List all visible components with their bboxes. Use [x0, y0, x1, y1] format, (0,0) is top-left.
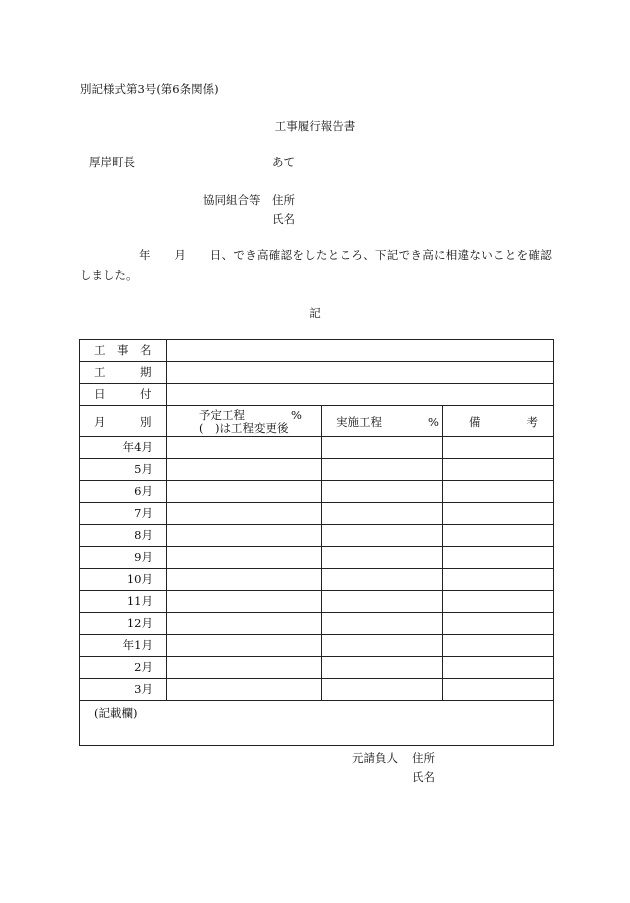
- contractor-name-label: 氏名: [412, 770, 435, 784]
- remarks-cell[interactable]: [443, 437, 554, 459]
- table-row-notes: [80, 701, 554, 746]
- remarks-cell[interactable]: [443, 459, 554, 481]
- notes-field[interactable]: [80, 701, 554, 746]
- date-value[interactable]: [167, 384, 554, 406]
- table-row: [80, 613, 554, 635]
- actual-cell[interactable]: [322, 437, 443, 459]
- planned-cell[interactable]: [167, 613, 322, 635]
- addressee-suffix: あて: [272, 155, 295, 169]
- sender-org: 協同組合等: [203, 193, 261, 207]
- table-header-row: [80, 406, 554, 437]
- table-row: [80, 547, 554, 569]
- remarks-cell[interactable]: [443, 547, 554, 569]
- remarks-cell[interactable]: [443, 591, 554, 613]
- report-table: [79, 339, 554, 746]
- period-label: 工 期: [80, 362, 167, 384]
- contractor-role: 元請負人: [352, 751, 398, 765]
- actual-cell[interactable]: [322, 657, 443, 679]
- remarks-cell[interactable]: [443, 569, 554, 591]
- month-cell: 6月: [80, 481, 167, 503]
- actual-cell[interactable]: [322, 481, 443, 503]
- remarks-cell[interactable]: [443, 635, 554, 657]
- table-row: [80, 591, 554, 613]
- addressee-name: 厚岸町長: [89, 155, 135, 169]
- remarks-cell[interactable]: [443, 481, 554, 503]
- actual-cell[interactable]: [322, 503, 443, 525]
- planned-cell[interactable]: [167, 503, 322, 525]
- actual-cell[interactable]: [322, 547, 443, 569]
- actual-cell[interactable]: [322, 679, 443, 701]
- table-row: [80, 459, 554, 481]
- project-name-label: 工 事 名: [80, 340, 167, 362]
- header-planned-label: 予定工程 %: [199, 408, 302, 423]
- actual-cell[interactable]: [322, 525, 443, 547]
- planned-cell[interactable]: [167, 679, 322, 701]
- month-cell: 7月: [80, 503, 167, 525]
- header-month: 月 別: [80, 406, 167, 437]
- remarks-cell[interactable]: [443, 503, 554, 525]
- contractor-address-label: 住所: [412, 751, 435, 765]
- header-actual: 実施工程 %: [322, 406, 443, 437]
- remarks-cell[interactable]: [443, 657, 554, 679]
- month-cell: 8月: [80, 525, 167, 547]
- month-cell: 年4月: [80, 437, 167, 459]
- document-title: 工事履行報告書: [274, 119, 356, 133]
- month-cell: 5月: [80, 459, 167, 481]
- table-row-project-name: [80, 340, 554, 362]
- ki-heading: 記: [309, 306, 321, 320]
- month-cell: 12月: [80, 613, 167, 635]
- planned-cell[interactable]: [167, 657, 322, 679]
- body-text-line1: 年 月 日、でき高確認をしたところ、下記でき高に相違ないことを確認: [80, 248, 552, 262]
- table-row: [80, 679, 554, 701]
- table-row-period: [80, 362, 554, 384]
- project-name-value[interactable]: [167, 340, 554, 362]
- planned-cell[interactable]: [167, 437, 322, 459]
- month-cell: 年1月: [80, 635, 167, 657]
- period-value[interactable]: [167, 362, 554, 384]
- month-cell: 3月: [80, 679, 167, 701]
- table-row: [80, 503, 554, 525]
- month-cell: 9月: [80, 547, 167, 569]
- planned-cell[interactable]: [167, 459, 322, 481]
- table-row-date: [80, 384, 554, 406]
- table-row: [80, 635, 554, 657]
- actual-cell[interactable]: [322, 613, 443, 635]
- remarks-cell[interactable]: [443, 679, 554, 701]
- body-text-line2: しました。: [80, 268, 138, 282]
- table-row: [80, 481, 554, 503]
- table-row: [80, 437, 554, 459]
- header-planned: [167, 406, 322, 437]
- actual-cell[interactable]: [322, 459, 443, 481]
- planned-cell[interactable]: [167, 547, 322, 569]
- month-cell: 11月: [80, 591, 167, 613]
- actual-cell[interactable]: [322, 591, 443, 613]
- header-planned-sub: ( )は工程変更後: [199, 421, 289, 435]
- planned-cell[interactable]: [167, 481, 322, 503]
- notes-label: (記載欄): [94, 706, 138, 720]
- table-row: [80, 569, 554, 591]
- planned-cell[interactable]: [167, 569, 322, 591]
- remarks-cell[interactable]: [443, 525, 554, 547]
- table-row: [80, 657, 554, 679]
- actual-cell[interactable]: [322, 569, 443, 591]
- date-label: 日 付: [80, 384, 167, 406]
- month-cell: 10月: [80, 569, 167, 591]
- sender-name-label: 氏名: [272, 212, 295, 226]
- planned-cell[interactable]: [167, 635, 322, 657]
- actual-cell[interactable]: [322, 635, 443, 657]
- table-row: [80, 525, 554, 547]
- planned-cell[interactable]: [167, 591, 322, 613]
- planned-cell[interactable]: [167, 525, 322, 547]
- form-id: 別記様式第3号(第6条関係): [80, 82, 219, 96]
- sender-address-label: 住所: [272, 193, 295, 207]
- header-remarks: 備 考: [443, 406, 554, 437]
- remarks-cell[interactable]: [443, 613, 554, 635]
- month-cell: 2月: [80, 657, 167, 679]
